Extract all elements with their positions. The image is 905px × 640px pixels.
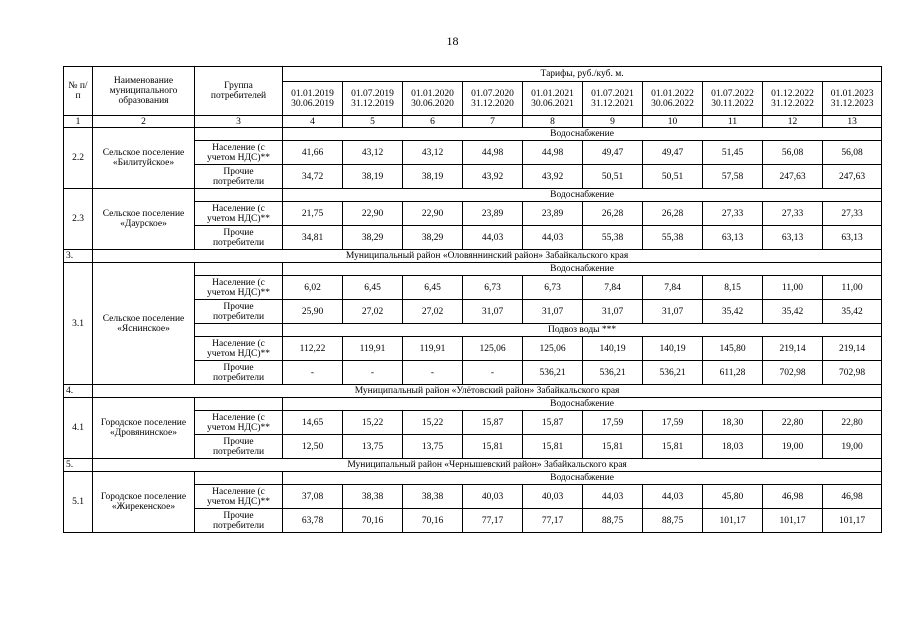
row-number: 5.1 (64, 472, 93, 533)
tariff-value: 35,42 (763, 300, 823, 324)
tariff-value: 125,06 (463, 337, 523, 361)
consumer-group: Население (с учетом НДС)** (195, 485, 283, 509)
header-index-cell: 6 (403, 116, 463, 128)
row-number: 2.2 (64, 128, 93, 189)
section-row (64, 398, 882, 411)
region-num: 4. (64, 385, 93, 398)
section-title: Подвоз воды *** (283, 324, 882, 337)
tariff-value: 44,03 (463, 226, 523, 250)
section-blank-cell (195, 263, 283, 276)
tariff-value: 101,17 (763, 509, 823, 533)
tariff-value: 247,63 (823, 165, 882, 189)
tariff-value: 51,45 (703, 141, 763, 165)
tariff-value: 8,15 (703, 276, 763, 300)
tariff-value: 49,47 (583, 141, 643, 165)
tariff-value: 19,00 (763, 435, 823, 459)
page-number: 18 (446, 34, 459, 48)
tariff-value: 15,87 (463, 411, 523, 435)
section-blank-cell (195, 324, 283, 337)
section-blank-cell (195, 189, 283, 202)
tariff-value: 44,03 (523, 226, 583, 250)
tariff-value: 19,00 (823, 435, 882, 459)
tariff-value: 43,12 (343, 141, 403, 165)
tariff-value: 12,50 (283, 435, 343, 459)
tariff-value: 34,81 (283, 226, 343, 250)
header-period: 01.07.2019 31.12.2019 (343, 82, 403, 116)
tariff-value: 7,84 (643, 276, 703, 300)
row-number: 4.1 (64, 398, 93, 459)
tariff-value: 31,07 (643, 300, 703, 324)
tariff-value: 46,98 (823, 485, 882, 509)
tariff-value: 536,21 (523, 361, 583, 385)
tariff-value: 6,73 (523, 276, 583, 300)
tariff-value: 70,16 (403, 509, 463, 533)
tariff-value: 40,03 (463, 485, 523, 509)
municipality-name: Городское поселение «Жирекенское» (93, 472, 195, 533)
tariff-value: - (343, 361, 403, 385)
consumer-group: Население (с учетом НДС)** (195, 202, 283, 226)
tariff-value: 77,17 (463, 509, 523, 533)
tariff-value: 37,08 (283, 485, 343, 509)
header-index-cell: 13 (823, 116, 882, 128)
header-period: 01.07.2022 30.11.2022 (703, 82, 763, 116)
region-row (64, 385, 882, 398)
tariff-value: 45,80 (703, 485, 763, 509)
tariff-value: 50,51 (583, 165, 643, 189)
tariff-value: 38,29 (403, 226, 463, 250)
header-index-cell: 12 (763, 116, 823, 128)
tariff-value: 55,38 (643, 226, 703, 250)
tariff-value: 22,80 (823, 411, 882, 435)
tariff-value: 38,38 (343, 485, 403, 509)
tariff-value: 77,17 (523, 509, 583, 533)
tariff-value: 18,30 (703, 411, 763, 435)
tariff-value: 15,22 (403, 411, 463, 435)
consumer-group: Прочие потребители (195, 361, 283, 385)
tariff-value: 21,75 (283, 202, 343, 226)
tariff-value: 112,22 (283, 337, 343, 361)
header-index-cell: 4 (283, 116, 343, 128)
consumer-group: Прочие потребители (195, 226, 283, 250)
section-title: Водоснабжение (283, 472, 882, 485)
tariff-value: 50,51 (643, 165, 703, 189)
header-index-cell: 5 (343, 116, 403, 128)
tariff-value: 88,75 (583, 509, 643, 533)
header-col-num: № п/п (64, 67, 93, 116)
consumer-group: Население (с учетом НДС)** (195, 276, 283, 300)
tariff-value: 6,02 (283, 276, 343, 300)
tariff-value: 26,28 (643, 202, 703, 226)
tariff-value: 15,81 (463, 435, 523, 459)
consumer-group: Население (с учетом НДС)** (195, 411, 283, 435)
tariff-value: 101,17 (703, 509, 763, 533)
tariff-value: 23,89 (523, 202, 583, 226)
tariff-value: 22,90 (343, 202, 403, 226)
tariff-value: 31,07 (463, 300, 523, 324)
header-index-cell: 2 (93, 116, 195, 128)
tariff-value: 17,59 (643, 411, 703, 435)
header-period: 01.01.2021 30.06.2021 (523, 82, 583, 116)
tariff-value: 536,21 (583, 361, 643, 385)
tariff-value: 38,19 (403, 165, 463, 189)
section-row (64, 472, 882, 485)
region-row (64, 459, 882, 472)
region-title: Муниципальный район «Чернышевский район» Забайкальского края (93, 459, 882, 472)
tariff-value: 15,87 (523, 411, 583, 435)
region-row (64, 250, 882, 263)
tariff-value: 44,03 (643, 485, 703, 509)
header-period: 01.01.2019 30.06.2019 (283, 82, 343, 116)
header-col-name: Наименование муниципального образования (93, 67, 195, 116)
tariff-value: 14,65 (283, 411, 343, 435)
tariff-value: 56,08 (763, 141, 823, 165)
header-index-cell: 7 (463, 116, 523, 128)
municipality-name: Сельское поселение «Билитуйское» (93, 128, 195, 189)
tariff-value: 27,02 (403, 300, 463, 324)
tariff-value: 15,81 (583, 435, 643, 459)
tariff-value: 101,17 (823, 509, 882, 533)
tariff-value: 119,91 (403, 337, 463, 361)
tariff-value: 247,63 (763, 165, 823, 189)
municipality-name: Сельское поселение «Яснинское» (93, 263, 195, 385)
tariff-value: 119,91 (343, 337, 403, 361)
tariff-value: 57,58 (703, 165, 763, 189)
tariff-value: 18,03 (703, 435, 763, 459)
tariff-value: 15,81 (643, 435, 703, 459)
tariff-value: 13,75 (403, 435, 463, 459)
section-blank-cell (195, 128, 283, 141)
consumer-group: Прочие потребители (195, 165, 283, 189)
header-index-cell: 1 (64, 116, 93, 128)
section-row (64, 189, 882, 202)
tariff-value: - (283, 361, 343, 385)
tariff-table (63, 66, 882, 533)
region-num: 5. (64, 459, 93, 472)
tariff-value: 88,75 (643, 509, 703, 533)
tariff-value: 43,12 (403, 141, 463, 165)
tariff-value: 34,72 (283, 165, 343, 189)
header-period: 01.07.2020 31.12.2020 (463, 82, 523, 116)
tariff-value: 55,38 (583, 226, 643, 250)
section-title: Водоснабжение (283, 263, 882, 276)
section-row (64, 263, 882, 276)
municipality-name: Сельское поселение «Даурское» (93, 189, 195, 250)
tariff-value: 63,13 (703, 226, 763, 250)
header-period: 01.07.2021 31.12.2021 (583, 82, 643, 116)
tariff-value: 38,29 (343, 226, 403, 250)
section-title: Водоснабжение (283, 189, 882, 202)
tariff-value: 27,33 (763, 202, 823, 226)
tariff-value: - (403, 361, 463, 385)
consumer-group: Население (с учетом НДС)** (195, 141, 283, 165)
tariff-value: 219,14 (823, 337, 882, 361)
header-index-cell: 11 (703, 116, 763, 128)
tariff-value: 27,33 (703, 202, 763, 226)
tariff-value: 43,92 (523, 165, 583, 189)
tariff-value: 41,66 (283, 141, 343, 165)
tariff-value: 22,80 (763, 411, 823, 435)
section-title: Водоснабжение (283, 128, 882, 141)
tariff-value: 44,03 (583, 485, 643, 509)
tariff-value: 6,45 (343, 276, 403, 300)
region-num: 3. (64, 250, 93, 263)
header-col-group: Группа потребителей (195, 67, 283, 116)
tariff-value: 145,80 (703, 337, 763, 361)
row-number: 2.3 (64, 189, 93, 250)
tariff-value: 31,07 (583, 300, 643, 324)
header-row-top (64, 67, 882, 82)
tariff-value: 219,14 (763, 337, 823, 361)
tariff-value: 13,75 (343, 435, 403, 459)
tariff-value: 140,19 (643, 337, 703, 361)
tariff-value: 536,21 (643, 361, 703, 385)
tariff-value: 611,28 (703, 361, 763, 385)
tariff-value: 35,42 (823, 300, 882, 324)
tariff-value: 43,92 (463, 165, 523, 189)
municipality-name: Городское поселение «Дровянинское» (93, 398, 195, 459)
tariff-value: 15,81 (523, 435, 583, 459)
section-row (64, 128, 882, 141)
tariff-value: 38,38 (403, 485, 463, 509)
tariff-value: 38,19 (343, 165, 403, 189)
tariff-value: 702,98 (823, 361, 882, 385)
tariff-value: 7,84 (583, 276, 643, 300)
tariff-value: 125,06 (523, 337, 583, 361)
tariff-value: 27,33 (823, 202, 882, 226)
section-title: Водоснабжение (283, 398, 882, 411)
tariff-value: 25,90 (283, 300, 343, 324)
tariff-value: 46,98 (763, 485, 823, 509)
tariff-value: 70,16 (343, 509, 403, 533)
tariff-value: 26,28 (583, 202, 643, 226)
header-index-cell: 10 (643, 116, 703, 128)
tariff-value: 63,78 (283, 509, 343, 533)
header-index-row (64, 116, 882, 128)
section-blank-cell (195, 472, 283, 485)
header-index-cell: 8 (523, 116, 583, 128)
tariff-value: 44,98 (463, 141, 523, 165)
tariff-value: 6,45 (403, 276, 463, 300)
tariff-value: 17,59 (583, 411, 643, 435)
tariff-value: 63,13 (763, 226, 823, 250)
header-period: 01.12.2022 31.12.2022 (763, 82, 823, 116)
tariff-value: 44,98 (523, 141, 583, 165)
tariff-value: 31,07 (523, 300, 583, 324)
consumer-group: Прочие потребители (195, 300, 283, 324)
header-index-cell: 9 (583, 116, 643, 128)
tariff-value: 11,00 (763, 276, 823, 300)
region-title: Муниципальный район «Улётовский район» Забайкальского края (93, 385, 882, 398)
tariff-value: 22,90 (403, 202, 463, 226)
tariff-value: 27,02 (343, 300, 403, 324)
tariff-value: 35,42 (703, 300, 763, 324)
tariff-value: 56,08 (823, 141, 882, 165)
region-title: Муниципальный район «Оловяннинский район» Забайкальского края (93, 250, 882, 263)
tariff-value: 15,22 (343, 411, 403, 435)
header-period: 01.01.2023 31.12.2023 (823, 82, 882, 116)
consumer-group: Прочие потребители (195, 509, 283, 533)
tariff-value: 702,98 (763, 361, 823, 385)
tariff-value: 49,47 (643, 141, 703, 165)
tariff-value: 23,89 (463, 202, 523, 226)
header-tariffs-title: Тарифы, руб./куб. м. (283, 67, 882, 82)
tariff-value: 140,19 (583, 337, 643, 361)
tariff-value: 11,00 (823, 276, 882, 300)
header-index-cell: 3 (195, 116, 283, 128)
consumer-group: Население (с учетом НДС)** (195, 337, 283, 361)
tariff-table-body (64, 67, 882, 533)
tariff-value: 63,13 (823, 226, 882, 250)
tariff-value: 40,03 (523, 485, 583, 509)
row-number: 3.1 (64, 263, 93, 385)
tariff-value: - (463, 361, 523, 385)
header-period: 01.01.2020 30.06.2020 (403, 82, 463, 116)
section-blank-cell (195, 398, 283, 411)
header-period: 01.01.2022 30.06.2022 (643, 82, 703, 116)
tariff-value: 6,73 (463, 276, 523, 300)
consumer-group: Прочие потребители (195, 435, 283, 459)
